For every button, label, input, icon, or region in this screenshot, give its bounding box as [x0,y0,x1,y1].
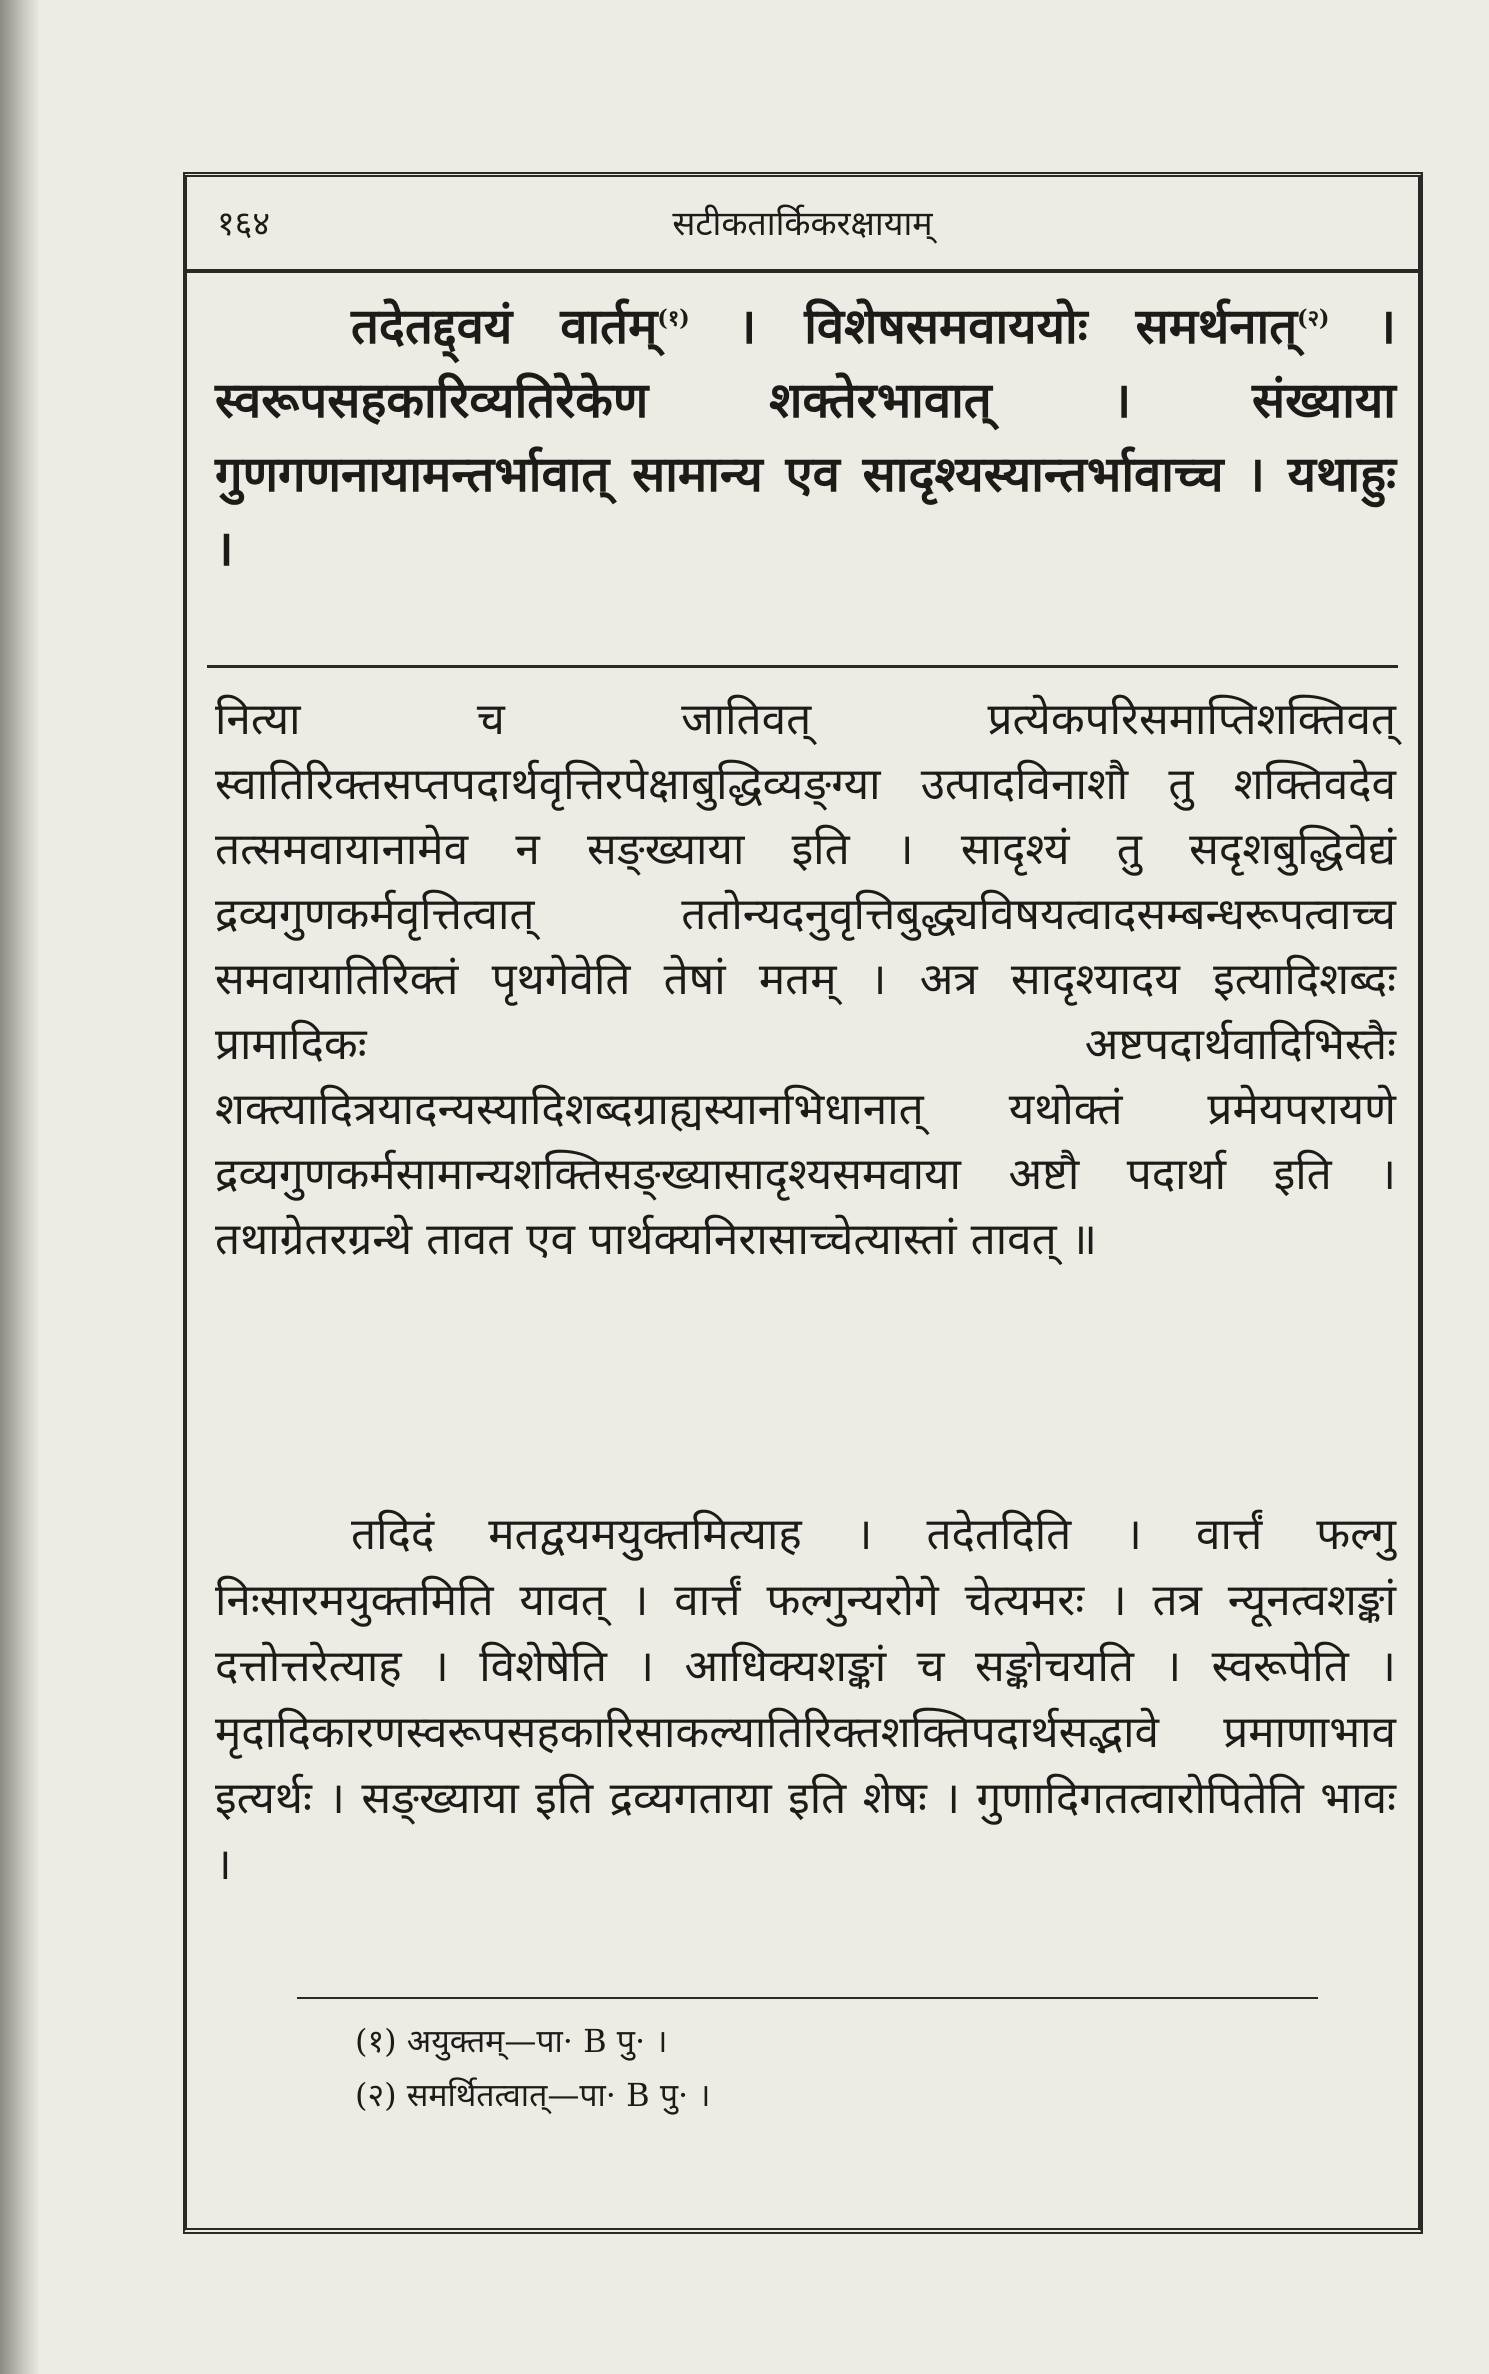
page-number: १६४ [217,204,271,244]
footnote-marker-2: (२) [1297,305,1330,332]
page-frame [183,172,1423,2234]
main-text [215,289,1396,585]
footnote-1: (१) अयुक्तम्—पा· B पु· । [355,2022,668,2060]
explanation-text: तदिदं मतद्वयमयुक्तमित्याह । तदेतदिति । वार्त्तं फल्गु निःसारमयुक्तमिति यावत् । वार्त्तं फल्गुन्यरोगे चेत्यमरः । तत्र न्यूनत्वशङ्कां दत्तोत्तरेत्याह । विशेषेति । आधिक्यशङ्कां च सङ्कोचयति । स्वरूपेति । मृदादिकारणस्वरूपसहकारिसाकल्यातिरिक्तशक्तिपदार्थसद्भावे प्रमाणाभाव इत्यर्थः । सङ्ख्याया इति द्रव्यगताया इति शेषः । गुणादिगतत्वारोपितेति भावः । [215,1509,1396,1890]
commentary-text: नित्या च जातिवत् प्रत्येकपरिसमाप्तिशक्तिवत् स्वातिरिक्तसप्तपदार्थवृत्तिरपेक्षाबुद्धिव्यङ्ग्या उत्पादविनाशौ तु शक्तिवदेव तत्समवायानामेव न सङ्ख्याया इति । सादृश्यं तु सदृशबुद्धिवेद्यं द्रव्यगुणकर्मवृत्तित्वात् ततोन्यदनुवृत्तिबुद्ध्यविषयत्वादसम्बन्धरूपत्वाच्च समवायातिरिक्तं पृथगेवेति तेषां मतम् । अत्र सादृश्यादय इत्यादिशब्दः प्रामादिकः अष्टपदार्थवादिभिस्तैः शक्त्यादित्रयादन्यस्यादिशब्दग्राह्यस्यानभिधानात् यथोक्तं प्रमेयपरायणे द्रव्यगुणकर्मसामान्यशक्तिसङ्ख्यासादृश्यसमवाया अष्टौ पदार्था इति । तथाग्रेतरग्रन्थे तावत एव पार्थक्यनिरासाच्चेत्यास्तां तावत् ॥ [215,694,1396,1265]
footnote-marker-1: (१) [657,305,690,332]
section-divider [207,665,1398,668]
main-text-part-1: तदेतद्द्वयं वार्तम् [351,297,658,355]
footnote-divider [297,1997,1318,1999]
page-header [187,177,1418,273]
running-title: सटीकतार्किकरक्षायाम् [672,204,933,244]
main-text-part-2: । विशेषसमवाययोः समर्थनात् [737,297,1298,355]
footnote-2: (२) समर्थितत्वात्—पा· B पु· । [355,2076,711,2114]
main-text-part-3: । स्वरूपसहकारिव्यतिरेकेण शक्तेरभावात् । संख्याया गुणगणनायामन्तर्भावात् सामान्य एव सादृश्यस्यान्तर्भावाच्च । यथाहुः । [215,297,1396,577]
footnotes [355,2014,710,2122]
binding-shadow [0,0,40,2374]
